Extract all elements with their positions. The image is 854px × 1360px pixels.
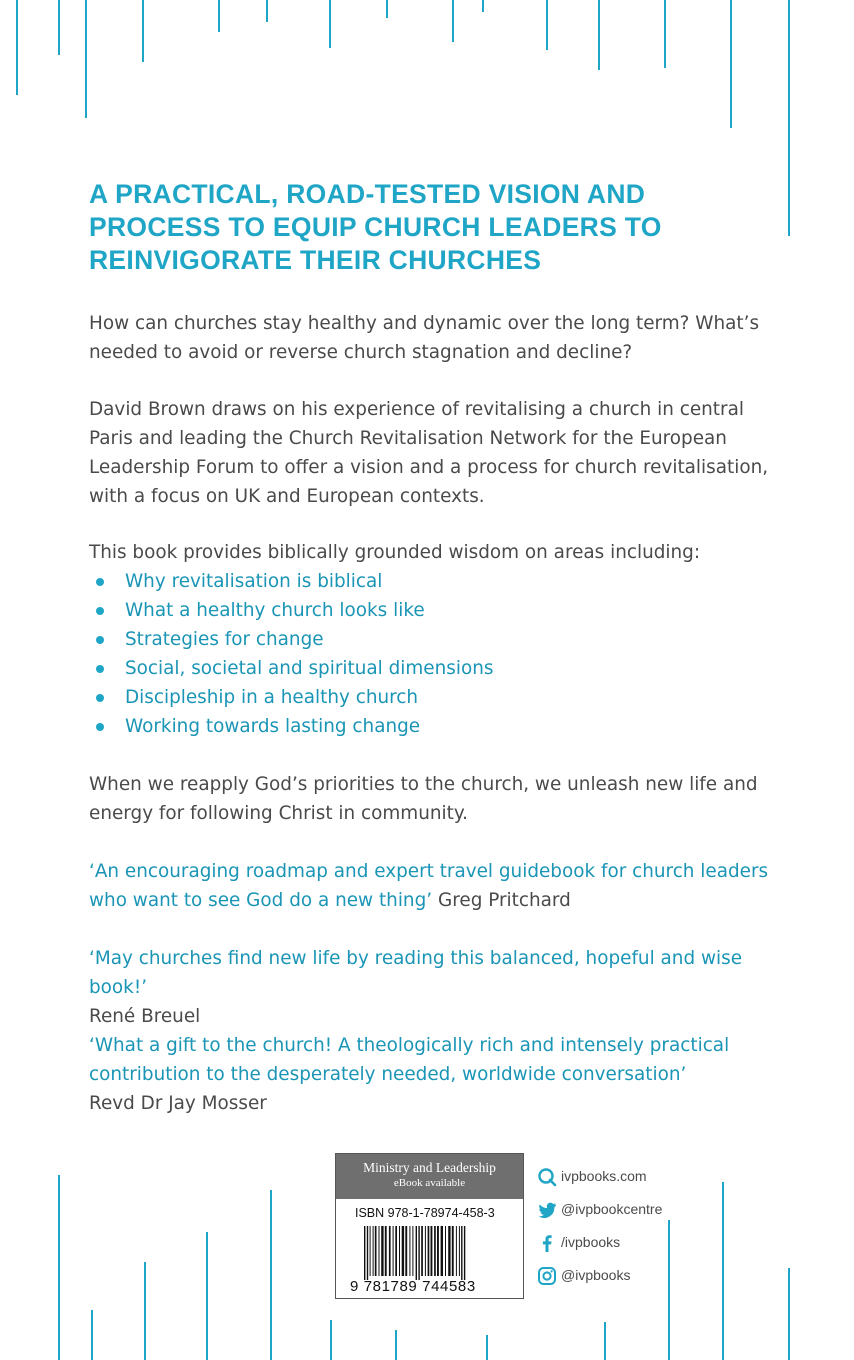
barcode-bar xyxy=(379,1226,380,1276)
barcode-bar xyxy=(375,1226,377,1276)
barcode-bars xyxy=(364,1226,504,1280)
list-item: Working towards lasting change xyxy=(89,712,493,741)
headline xyxy=(89,178,729,277)
barcode-bar xyxy=(437,1226,439,1276)
list-item: Why revitalisation is biblical xyxy=(89,567,493,596)
decor-line xyxy=(266,0,268,22)
barcode-bar xyxy=(389,1226,391,1276)
topic-list xyxy=(89,567,493,741)
website-text: ivpbooks.com xyxy=(561,1168,647,1184)
barcode-block xyxy=(335,1153,524,1299)
barcode-bar xyxy=(399,1226,400,1276)
decor-line xyxy=(395,1330,397,1360)
decor-line xyxy=(91,1310,93,1360)
decor-line xyxy=(206,1232,208,1360)
endorsement-quote: ‘An encouraging roadmap and expert travel guidebook for church leaders who want to see God do a new thing’ xyxy=(89,861,769,911)
endorsement xyxy=(89,1031,769,1118)
decor-line xyxy=(604,1322,606,1360)
list-item: Social, societal and spiritual dimensions xyxy=(89,654,493,683)
barcode-bar xyxy=(464,1226,465,1280)
barcode-bar xyxy=(367,1226,368,1280)
barcode-bar xyxy=(425,1226,426,1276)
barcode-bar xyxy=(428,1226,430,1276)
headline-line-2: PROCESS TO EQUIP CHURCH LEADERS TO xyxy=(89,212,662,242)
endorsement-author: René Breuel xyxy=(89,1006,201,1027)
barcode-bar xyxy=(370,1226,371,1276)
series-label: Ministry and Leadership xyxy=(363,1160,496,1175)
twitter-icon xyxy=(537,1200,557,1220)
instagram-icon xyxy=(537,1266,557,1286)
barcode-bar xyxy=(409,1226,410,1276)
endorsement xyxy=(89,944,769,1031)
endorsement-author: Greg Pritchard xyxy=(437,890,571,911)
decor-line xyxy=(270,1190,272,1360)
barcode-bar xyxy=(373,1226,374,1276)
decor-line xyxy=(329,0,331,48)
list-item: Discipleship in a healthy church xyxy=(89,683,493,712)
decor-line xyxy=(58,0,60,55)
decor-line xyxy=(730,0,732,128)
ebook-label: eBook available xyxy=(393,1177,466,1189)
search-icon xyxy=(537,1167,557,1187)
decor-line xyxy=(788,0,790,236)
decor-line xyxy=(144,1262,146,1360)
barcode-bar xyxy=(402,1226,404,1276)
barcode-bar xyxy=(412,1226,413,1276)
barcode-bar xyxy=(452,1226,454,1276)
barcode-bar xyxy=(456,1226,457,1276)
endorsement-author: Revd Dr Jay Mosser xyxy=(89,1093,267,1114)
decor-line xyxy=(16,0,18,95)
endorsement-quote: ‘May churches find new life by reading this balanced, hopeful and wise book!’ xyxy=(89,948,743,998)
barcode-digits: 9 781789 744583 xyxy=(350,1278,476,1295)
closing-paragraph: When we reapply God’s priorities to the church, we unleash new life and energy for following Christ in community. xyxy=(89,774,758,824)
barcode-bar xyxy=(364,1226,365,1280)
list-item: Strategies for change xyxy=(89,625,493,654)
list-intro: This book provides biblically grounded wisdom on areas including: xyxy=(89,542,701,563)
isbn-label: ISBN 978-1-78974-458-3 xyxy=(355,1206,495,1220)
decor-line xyxy=(85,0,87,118)
barcode-bar xyxy=(416,1226,417,1280)
barcode-bar xyxy=(448,1226,450,1276)
decor-line xyxy=(452,0,454,42)
headline-line-1: A PRACTICAL, ROAD-TESTED VISION AND xyxy=(89,179,646,209)
barcode-bar xyxy=(395,1226,397,1276)
decor-line xyxy=(58,1175,60,1360)
decor-line xyxy=(664,0,666,68)
decor-line xyxy=(668,1220,670,1360)
facebook-text: /ivpbooks xyxy=(561,1234,621,1250)
barcode-bar xyxy=(445,1226,446,1276)
endorsement xyxy=(89,857,769,915)
barcode-bar xyxy=(385,1226,387,1276)
endorsement-quote: ‘What a gift to the church! A theologically rich and intensely practical contribution to the desperately needed, worldwide conversation’ xyxy=(89,1035,730,1085)
barcode-bar xyxy=(381,1226,383,1276)
decor-line xyxy=(546,0,548,50)
barcode-bar xyxy=(421,1226,423,1276)
facebook-icon xyxy=(537,1233,557,1253)
author-paragraph: David Brown draws on his experience of revitalising a church in central Paris and leading the Church Revitalisation Network for the European Leadership Forum to offer a vision and a process for church revitalisation, with a focus on UK and European contexts. xyxy=(89,399,769,507)
barcode-bar xyxy=(441,1226,443,1276)
barcode-bar xyxy=(418,1226,419,1280)
intro-paragraph: How can churches stay healthy and dynamic over the long term? What’s needed to avoid or reverse church stagnation and decline? xyxy=(89,313,760,363)
barcode-bar xyxy=(393,1226,394,1276)
decor-line xyxy=(386,0,388,18)
headline-line-3: REINVIGORATE THEIR CHURCHES xyxy=(89,245,542,275)
decor-line xyxy=(330,1320,332,1360)
barcode-bar xyxy=(459,1226,460,1276)
decor-line xyxy=(482,0,484,12)
instagram-text: @ivpbooks xyxy=(561,1267,631,1283)
barcode-bar xyxy=(434,1226,436,1276)
barcode-bar xyxy=(405,1226,407,1276)
decor-line xyxy=(142,0,144,62)
barcode-bar xyxy=(431,1226,433,1276)
list-item: What a healthy church looks like xyxy=(89,596,493,625)
twitter-text: @ivpbookcentre xyxy=(561,1201,663,1217)
barcode-header xyxy=(336,1154,523,1199)
decor-line xyxy=(788,1268,790,1360)
barcode-bar xyxy=(461,1226,462,1280)
decor-line xyxy=(486,1335,488,1360)
decor-line xyxy=(598,0,600,70)
decor-line xyxy=(722,1182,724,1360)
decor-line xyxy=(218,0,220,32)
